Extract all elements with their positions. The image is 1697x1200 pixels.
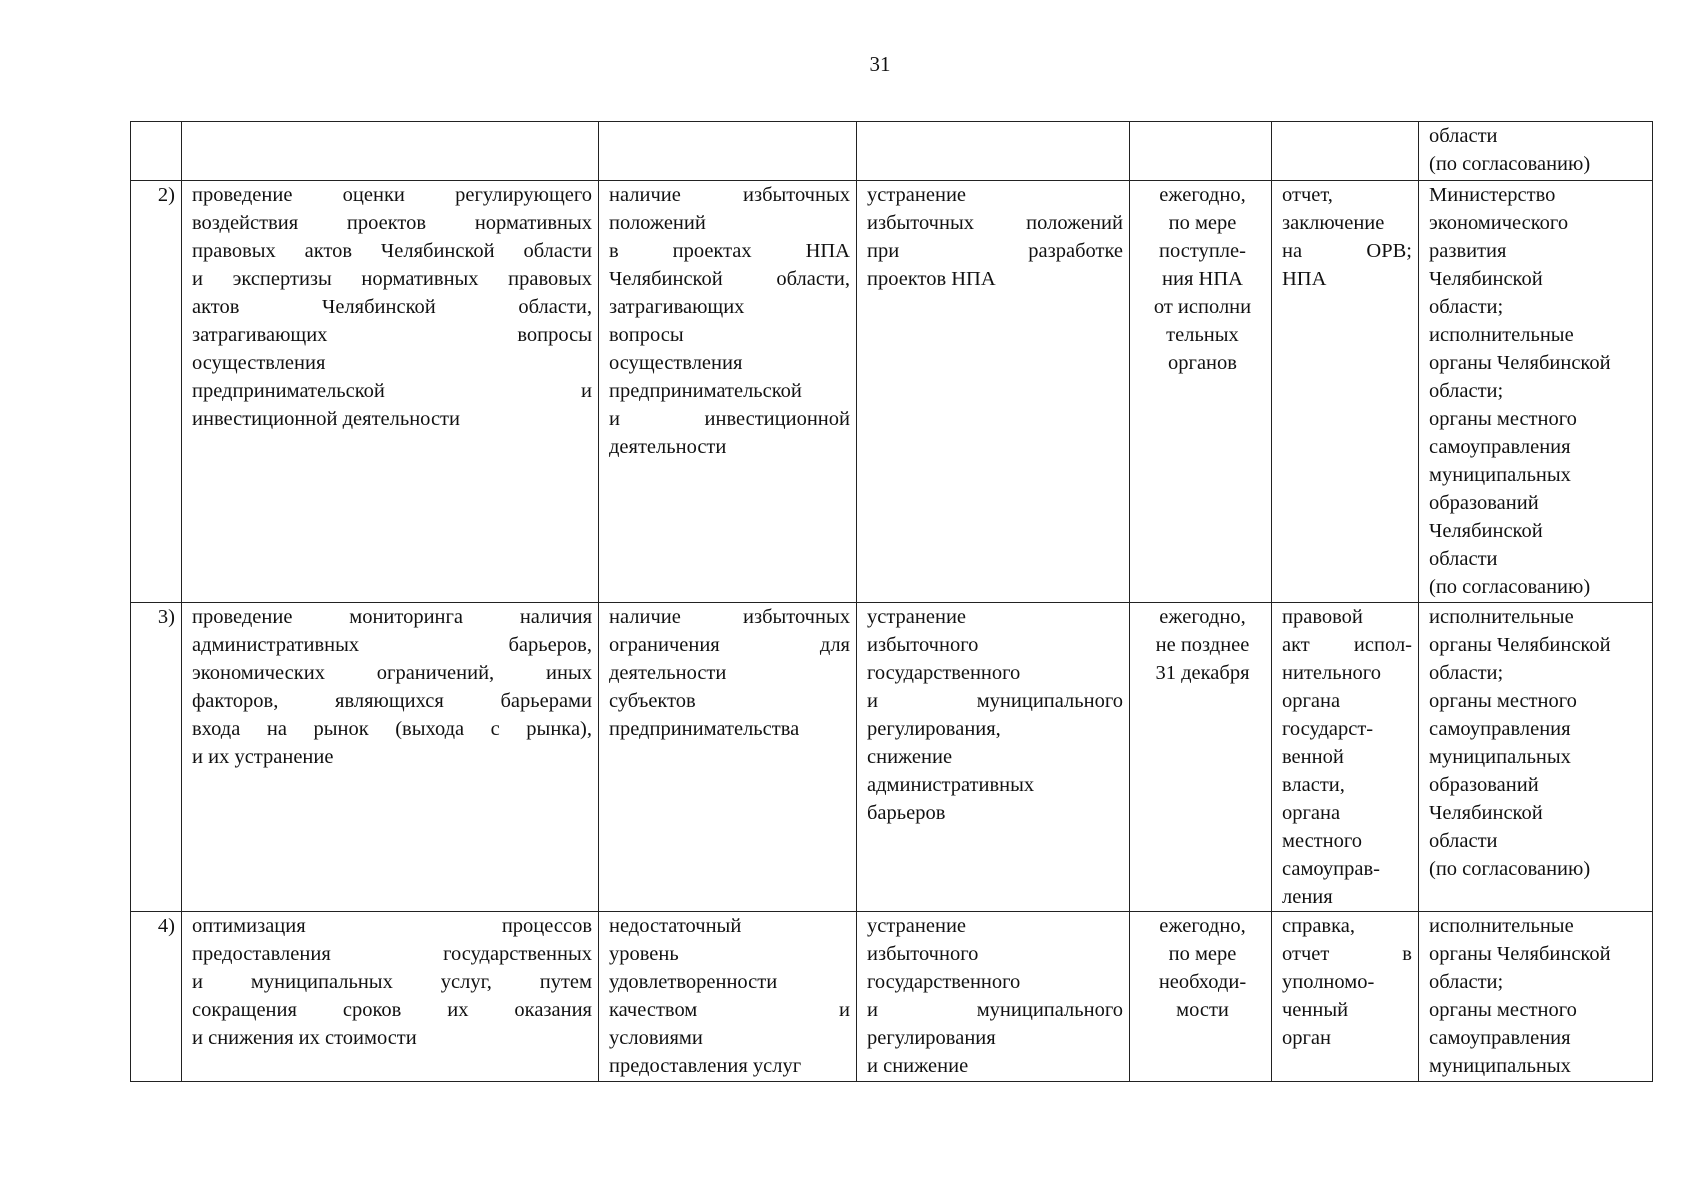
cell-document [1272, 603, 1419, 912]
cell-line: удовлетворенности [609, 971, 778, 993]
cell-line: затрагивающих [609, 296, 745, 318]
cell-line: осуществления [192, 352, 326, 374]
cell-measure [182, 603, 599, 912]
cell-line: органы Челябинской [1429, 634, 1611, 656]
cell-line: и снижения их стоимости [192, 1027, 417, 1049]
cell-line: мости [1176, 999, 1229, 1021]
cell-line: условиями [609, 1027, 703, 1049]
cell-line: предоставления услуг [609, 1055, 802, 1077]
cell-line: самоуправления [1429, 436, 1571, 458]
cell-problem [599, 912, 857, 1082]
cell-line: развития [1429, 240, 1507, 262]
cell-line: ления [1282, 886, 1333, 908]
cell-line: ежегодно, [1159, 915, 1246, 937]
cell-line: образований [1429, 774, 1539, 796]
cell-line: качеством и [609, 999, 850, 1021]
cell-line: необходи- [1158, 971, 1247, 993]
cell-line: деятельности [609, 436, 727, 458]
cell-problem [599, 122, 857, 181]
cell-line: снижение [867, 746, 953, 768]
row-number: 3) [131, 603, 182, 912]
cell-line: области; [1429, 380, 1504, 402]
cell-line: экономического [1429, 212, 1569, 234]
cell-line: области; [1429, 971, 1504, 993]
cell-document [1272, 181, 1419, 603]
cell-result [857, 603, 1130, 912]
cell-line: тельных [1166, 324, 1239, 346]
cell-line: Челябинской [1429, 802, 1543, 824]
cell-line: органа [1282, 690, 1341, 712]
cell-line: деятельности [609, 662, 727, 684]
cell-line: экономических ограничений, иных [192, 662, 592, 684]
cell-num [131, 122, 182, 181]
row-number: 4) [131, 912, 182, 1082]
cell-line: органы местного [1429, 408, 1577, 430]
cell-line: барьеров [867, 802, 946, 824]
cell-line: муниципальных [1429, 1055, 1571, 1077]
cell-line: НПА [1282, 268, 1327, 290]
cell-line: области; [1429, 662, 1504, 684]
cell-line: и муниципального [867, 690, 1123, 712]
cell-line: административных [867, 774, 1035, 796]
cell-line: образований [1429, 492, 1539, 514]
cell-measure [182, 181, 599, 603]
cell-result [857, 912, 1130, 1082]
cell-line: предпринимательства [609, 718, 800, 740]
cell-line: не позднее [1155, 634, 1250, 656]
cell-line: муниципальных [1429, 746, 1571, 768]
cell-line: государст- [1282, 718, 1374, 740]
cell-line: проектов НПА [867, 268, 996, 290]
cell-line: избыточных положений [867, 212, 1123, 234]
cell-line: недостаточный [609, 915, 742, 937]
cell-deadline [1130, 603, 1272, 912]
cell-line: наличие избыточных [609, 184, 850, 206]
cell-line: власти, [1282, 774, 1345, 796]
cell-line: предпринимательской и [192, 380, 592, 402]
cell-line: положений [609, 212, 706, 234]
cell-line: избыточного [867, 634, 979, 656]
cell-line: и инвестиционной [609, 408, 850, 430]
cell-line: (по согласованию) [1429, 576, 1591, 598]
cell-line: поступле- [1159, 240, 1246, 262]
cell-line: государственного [867, 662, 1021, 684]
table-row-2 [131, 181, 1653, 603]
cell-problem [599, 181, 857, 603]
cell-line: местного [1282, 830, 1363, 852]
cell-executor [1419, 122, 1653, 181]
cell-line: нительного [1282, 662, 1381, 684]
cell-line: актов Челябинской области, [192, 296, 592, 318]
cell-line: от исполни [1153, 296, 1252, 318]
cell-line: самоуправления [1429, 718, 1571, 740]
cell-executor [1419, 912, 1653, 1082]
cell-result [857, 122, 1130, 181]
cell-line: венной [1282, 746, 1344, 768]
cell-line: исполнительные [1429, 606, 1574, 628]
cell-line: проведение мониторинга наличия [192, 606, 592, 628]
cell-line: акт испол- [1282, 634, 1412, 656]
cell-line: исполнительные [1429, 915, 1574, 937]
cell-line: и муниципальных услуг, путем [192, 971, 592, 993]
cell-line: отчет, [1282, 184, 1333, 206]
cell-line: инвестиционной деятельности [192, 408, 460, 430]
cell-line: предоставления государственных [192, 943, 592, 965]
cell-line: осуществления [609, 352, 743, 374]
cell-line: органы Челябинской [1429, 943, 1611, 965]
cell-line: Челябинской [1429, 268, 1543, 290]
cell-line: проведение оценки регулирующего [192, 184, 592, 206]
cell-line: административных барьеров, [192, 634, 592, 656]
cell-line: избыточного [867, 943, 979, 965]
cell-line: Челябинской области, [609, 268, 850, 290]
cell-line: органа [1282, 802, 1341, 824]
cell-line: и снижение [867, 1055, 969, 1077]
cell-line: на ОРВ; [1282, 240, 1412, 262]
row-number: 2) [131, 181, 182, 603]
cell-line: самоуправления [1429, 1027, 1571, 1049]
page-number: 31 [869, 52, 891, 76]
cell-line: органы Челябинской [1429, 352, 1611, 374]
cell-line: уполномо- [1282, 971, 1375, 993]
cell-executor [1419, 181, 1653, 603]
measures-table [130, 121, 1653, 1082]
cell-line: (по согласованию) [1429, 153, 1591, 175]
cell-line: правовой [1282, 606, 1363, 628]
cell-line: (по согласованию) [1429, 858, 1591, 880]
cell-line: области [1429, 548, 1498, 570]
table-row-continuation [131, 122, 1653, 181]
cell-line: ченный [1282, 999, 1349, 1021]
cell-deadline [1130, 122, 1272, 181]
cell-line: регулирования [867, 1027, 996, 1049]
cell-line: области; [1429, 296, 1504, 318]
cell-line: области [1429, 125, 1498, 147]
cell-line: исполнительные [1429, 324, 1574, 346]
cell-line: затрагивающих вопросы [192, 324, 592, 346]
cell-line: вопросы [609, 324, 684, 346]
cell-line: и муниципального [867, 999, 1123, 1021]
cell-line: ежегодно, [1159, 606, 1246, 628]
cell-line: устранение [867, 606, 967, 628]
cell-problem [599, 603, 857, 912]
cell-line: по мере [1168, 943, 1237, 965]
cell-line: входа на рынок (выхода с рынка), [192, 718, 592, 740]
cell-line: воздействия проектов нормативных [192, 212, 592, 234]
cell-line: при разработке [867, 240, 1123, 262]
cell-line: области [1429, 830, 1498, 852]
cell-document [1272, 912, 1419, 1082]
cell-line: факторов, являющихся барьерами [192, 690, 592, 712]
cell-line: в проектах НПА [609, 240, 850, 262]
cell-line: регулирования, [867, 718, 1001, 740]
cell-line: по мере [1168, 212, 1237, 234]
cell-line: предпринимательской [609, 380, 802, 402]
cell-executor [1419, 603, 1653, 912]
cell-line: и их устранение [192, 746, 334, 768]
cell-line: самоуправ- [1282, 858, 1380, 880]
cell-line: ежегодно, [1159, 184, 1246, 206]
cell-line: органы местного [1429, 690, 1577, 712]
cell-line: наличие избыточных [609, 606, 850, 628]
cell-line: 31 декабря [1155, 662, 1250, 684]
cell-line: устранение [867, 915, 967, 937]
cell-line: ограничения для [609, 634, 850, 656]
cell-line: органы местного [1429, 999, 1577, 1021]
cell-line: устранение [867, 184, 967, 206]
cell-result [857, 181, 1130, 603]
table-row-3 [131, 603, 1653, 912]
cell-line: сокращения сроков их оказания [192, 999, 592, 1021]
cell-line: ния НПА [1162, 268, 1243, 290]
cell-line: правовых актов Челябинской области [192, 240, 592, 262]
cell-line: отчет в [1282, 943, 1412, 965]
cell-line: и экспертизы нормативных правовых [192, 268, 592, 290]
cell-line: Министерство [1429, 184, 1556, 206]
cell-line: муниципальных [1429, 464, 1571, 486]
cell-deadline [1130, 181, 1272, 603]
cell-measure [182, 122, 599, 181]
table-row-4 [131, 912, 1653, 1082]
cell-line: уровень [609, 943, 679, 965]
cell-line: орган [1282, 1027, 1331, 1049]
cell-line: субъектов [609, 690, 696, 712]
cell-line: справка, [1282, 915, 1355, 937]
cell-line: оптимизация процессов [192, 915, 592, 937]
cell-measure [182, 912, 599, 1082]
cell-line: органов [1168, 352, 1237, 374]
cell-deadline [1130, 912, 1272, 1082]
cell-document [1272, 122, 1419, 181]
cell-line: государственного [867, 971, 1021, 993]
cell-line: Челябинской [1429, 520, 1543, 542]
cell-line: заключение [1282, 212, 1385, 234]
